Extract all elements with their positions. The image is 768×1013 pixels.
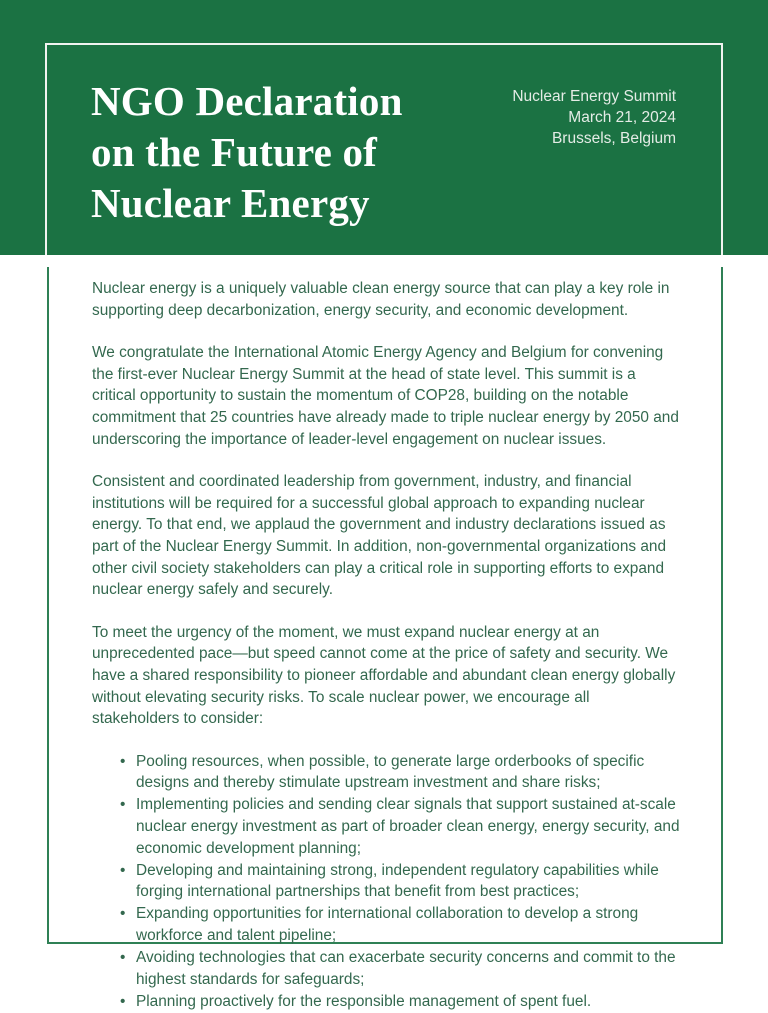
list-item [92,903,680,946]
list-item [92,860,680,903]
page-title-line-3: Nuclear Energy [91,180,370,226]
bullet-icon: • [120,992,126,1010]
body-paragraph-2: We congratulate the International Atomic Energy Agency and Belgium for convening the first-ever Nuclear Energy Summit at the head of state level. This summit is a critical opportunity to sustain the momentum of COP28, building on the notable commitment that 25 countries have already made to triple nuclear energy by 2050 and underscoring the importance of leader-level engagement on nuclear issues. [92,344,679,448]
list-item-label: Expanding opportunities for international collaboration to develop a strong workforce and talent pipeline; [136,905,639,944]
list-item-label: Implementing policies and sending clear signals that support sustained at-scale nuclear energy investment as part of broader clean energy, energy security, and economic development planning; [136,796,680,857]
list-item [92,794,680,859]
recommendations-list [92,751,680,1013]
bullet-icon: • [120,796,126,814]
bullet-icon: • [120,949,126,967]
bullet-icon: • [120,861,126,879]
header-frame [45,43,723,255]
body-paragraph-1: Nuclear energy is a uniquely valuable clean energy source that can play a key role in supporting deep decarbonization, energy security, and economic development. [92,280,670,319]
header-band [0,0,768,255]
meta-location: Brussels, Belgium [551,130,676,147]
body-frame [47,267,723,1010]
page-title-line-1: NGO Declaration [91,78,403,124]
list-item-label: Pooling resources, when possible, to generate large orderbooks of specific designs and thereby stimulate upstream investment and share risks; [136,752,645,792]
list-item [92,947,680,990]
list-item [92,751,680,794]
list-item-label: Planning proactively for the responsible management of spent fuel. [136,992,592,1010]
bullet-icon: • [120,905,126,923]
body-paragraph-3: Consistent and coordinated leadership from government, industry, and financial institutions will be required for a successful global approach to expanding nuclear energy. To that end, we applaud the government and industry declarations issued as part of the Nuclear Energy Summit. In addition, non-governmental organizations and other civil society stakeholders can play a critical role in supporting efforts to expand nuclear energy safely and securely. [92,473,667,599]
bullet-icon: • [120,752,126,770]
header-meta [416,86,676,149]
list-item-label: Developing and maintaining strong, independent regulatory capabilities while forging international partnerships that benefit from best practices; [136,861,659,901]
meta-event: Nuclear Energy Summit [512,88,676,105]
list-item-label: Avoiding technologies that can exacerbate security concerns and commit to the highest standards for safeguards; [136,949,676,988]
header-inner [47,45,721,255]
body-content [92,278,680,1013]
page-title-line-2: on the Future of [91,129,378,175]
meta-date: March 21, 2024 [568,109,676,126]
body-paragraph-4: To meet the urgency of the moment, we must expand nuclear energy at an unprecedented pace—but speed cannot come at the price of safety and security. We have a shared responsibility to pioneer affordable and abundant clean energy globally without elevating security risks. To scale nuclear power, we encourage all stakeholders to consider: [92,623,676,728]
